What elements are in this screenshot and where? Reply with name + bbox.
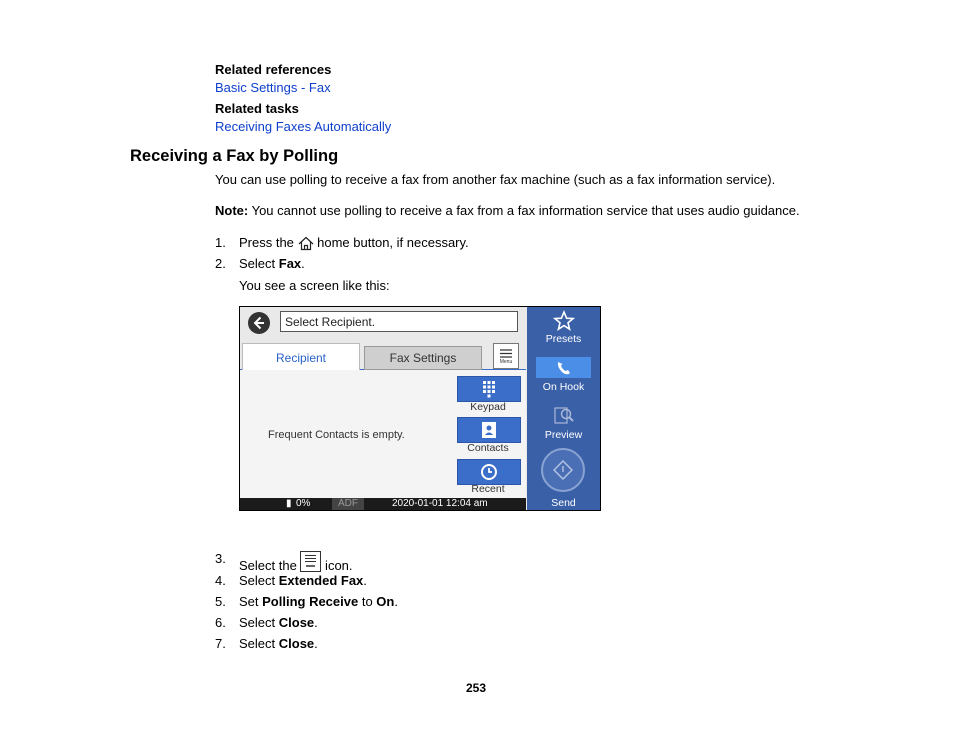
step-bold: Extended Fax bbox=[278, 573, 364, 588]
receiving-faxes-automatically-link[interactable]: Receiving Faxes Automatically bbox=[215, 119, 392, 134]
recent-label: Recent bbox=[471, 483, 505, 495]
step-text: . bbox=[363, 573, 367, 588]
keypad-icon bbox=[458, 377, 520, 401]
keypad-button bbox=[457, 376, 521, 402]
step-text: Select bbox=[239, 573, 279, 588]
menu-icon bbox=[493, 343, 519, 369]
step-text: Select the bbox=[239, 558, 301, 573]
recent-button bbox=[457, 459, 521, 485]
step-number: 1. bbox=[215, 235, 226, 250]
keypad-label: Keypad bbox=[470, 401, 506, 413]
step-text: . bbox=[394, 594, 398, 609]
note-label: Note: bbox=[215, 203, 249, 218]
step-text: Press the bbox=[239, 235, 298, 250]
step-text: . bbox=[301, 256, 305, 271]
ink-level-icon: ▮ bbox=[286, 498, 292, 509]
recipient-input: Select Recipient. bbox=[280, 311, 518, 332]
step-7 bbox=[215, 636, 318, 651]
see-screen-text: You see a screen like this: bbox=[239, 278, 390, 293]
star-icon bbox=[553, 310, 575, 332]
phone-icon bbox=[536, 357, 591, 378]
step-bold: Fax bbox=[278, 256, 302, 271]
step-1 bbox=[215, 235, 469, 250]
step-number: 4. bbox=[215, 573, 226, 588]
section-title: Receiving a Fax by Polling bbox=[130, 147, 339, 165]
note-text: You cannot use polling to receive a fax from a fax information service that uses audio guidance. bbox=[248, 203, 800, 218]
step-text: icon. bbox=[321, 558, 353, 573]
step-number: 3. bbox=[215, 551, 226, 566]
status-bar bbox=[240, 498, 526, 510]
related-tasks-heading: Related tasks bbox=[215, 101, 299, 116]
screen-tabs bbox=[240, 341, 526, 371]
step-text: Set bbox=[239, 594, 263, 609]
screen-top-bar bbox=[240, 307, 526, 341]
note bbox=[215, 203, 800, 218]
menu-label: Menu bbox=[499, 359, 513, 365]
step-text: Select bbox=[239, 636, 279, 651]
preview-label: Preview bbox=[544, 429, 583, 441]
menu-icon bbox=[300, 551, 321, 572]
printer-screen-image bbox=[239, 306, 601, 511]
status-adf: ADF bbox=[332, 498, 364, 510]
contacts-icon bbox=[458, 418, 520, 442]
empty-contacts-message: Frequent Contacts is empty. bbox=[268, 429, 405, 441]
step-number: 5. bbox=[215, 594, 226, 609]
status-datetime: 2020-01-01 12:04 am bbox=[392, 498, 488, 509]
presets-label: Presets bbox=[545, 333, 582, 345]
status-percent: 0% bbox=[296, 498, 311, 509]
step-text: Select bbox=[239, 615, 279, 630]
contacts-label: Contacts bbox=[467, 442, 509, 454]
step-6 bbox=[215, 615, 318, 630]
home-icon bbox=[298, 236, 314, 251]
step-text: home button, if necessary. bbox=[313, 235, 469, 250]
recent-icon bbox=[458, 460, 520, 484]
step-number: 6. bbox=[215, 615, 226, 630]
related-references-heading: Related references bbox=[215, 62, 332, 77]
step-bold: Close bbox=[278, 636, 315, 651]
step-4 bbox=[215, 573, 367, 588]
send-diamond-icon bbox=[543, 450, 583, 490]
page-number: 253 bbox=[466, 681, 487, 695]
on-hook-label: On Hook bbox=[542, 381, 585, 393]
send-button bbox=[541, 448, 585, 492]
tab-fax-settings: Fax Settings bbox=[364, 346, 482, 370]
step-text: . bbox=[314, 636, 318, 651]
step-text: Select bbox=[239, 256, 279, 271]
contacts-button bbox=[457, 417, 521, 443]
step-2 bbox=[215, 256, 305, 271]
step-text: to bbox=[358, 594, 377, 609]
step-number: 2. bbox=[215, 256, 226, 271]
step-bold: Polling Receive bbox=[262, 594, 359, 609]
step-bold: On bbox=[376, 594, 395, 609]
step-5 bbox=[215, 594, 398, 609]
back-icon bbox=[248, 312, 270, 334]
screen-right-panel bbox=[527, 307, 600, 510]
tab-recipient: Recipient bbox=[242, 343, 360, 372]
intro-text: You can use polling to receive a fax from another fax machine (such as a fax information service). bbox=[215, 172, 776, 187]
send-label: Send bbox=[551, 497, 576, 509]
step-3 bbox=[215, 551, 353, 573]
basic-settings-fax-link[interactable]: Basic Settings - Fax bbox=[215, 80, 331, 95]
on-hook-button bbox=[536, 357, 591, 378]
step-bold: Close bbox=[278, 615, 315, 630]
preview-icon bbox=[552, 405, 576, 427]
step-number: 7. bbox=[215, 636, 226, 651]
step-text: . bbox=[314, 615, 318, 630]
